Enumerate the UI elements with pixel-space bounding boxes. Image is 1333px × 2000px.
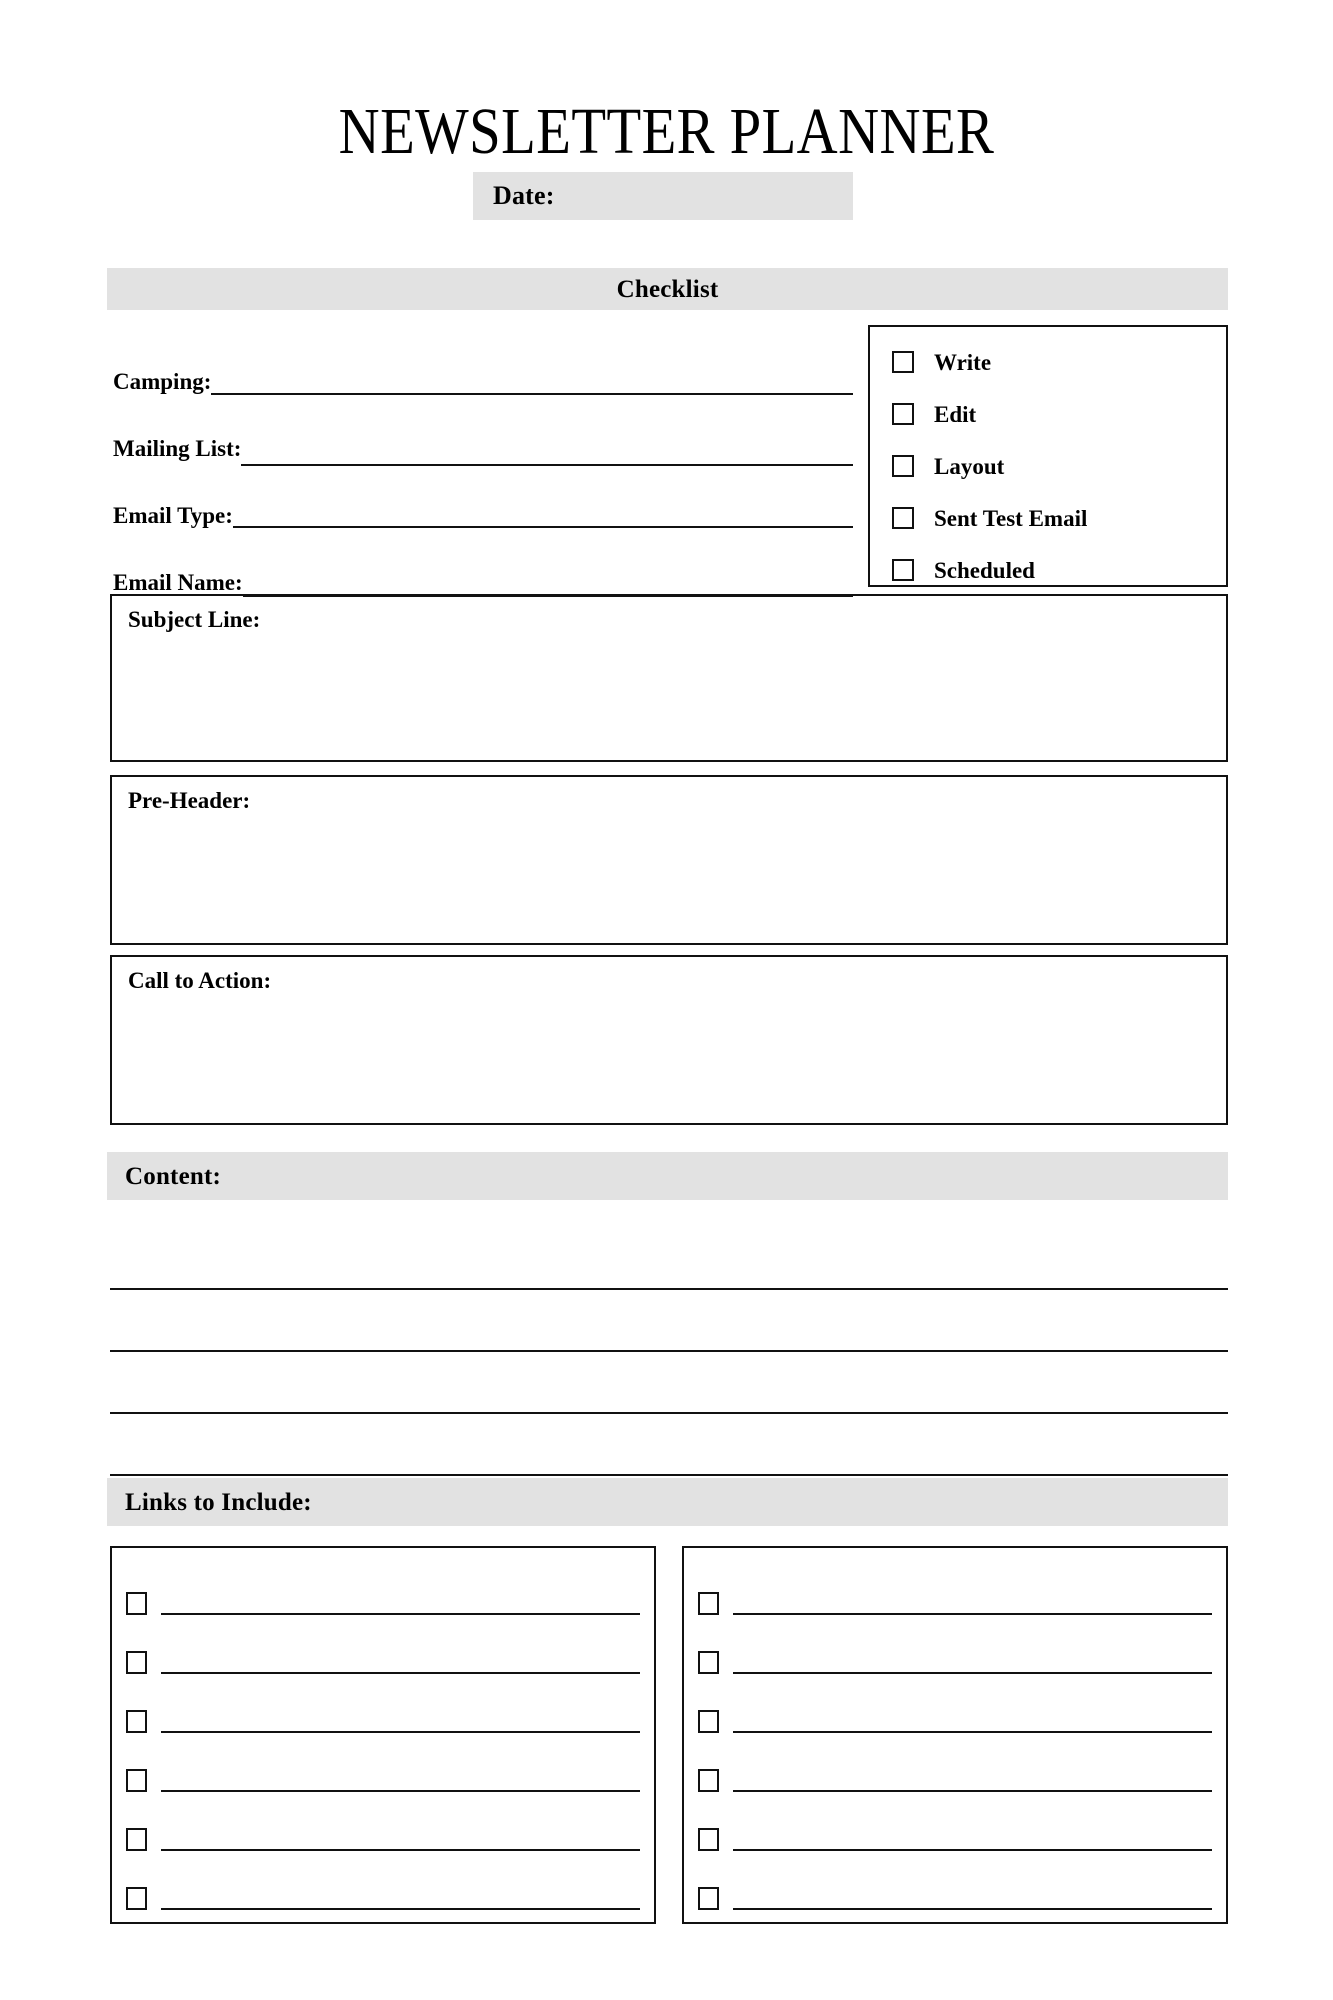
link-row[interactable] [126, 1796, 640, 1855]
link-input[interactable] [161, 1672, 640, 1674]
field-label-mailing-list: Mailing List: [113, 436, 242, 461]
task-label-write: Write [934, 349, 992, 375]
field-row-camping[interactable] [113, 328, 853, 395]
field-label-email-name: Email Name: [113, 570, 243, 595]
checkbox-icon[interactable] [698, 1651, 719, 1674]
link-input[interactable] [161, 1790, 640, 1792]
task-row-write[interactable] [892, 336, 1226, 388]
links-section-header [107, 1478, 1228, 1526]
content-line[interactable] [110, 1352, 1228, 1414]
field-input-camping[interactable] [211, 393, 853, 395]
field-row-email-type[interactable] [113, 462, 853, 529]
task-label-sent-test-email: Sent Test Email [934, 505, 1088, 531]
date-field[interactable] [473, 172, 853, 220]
content-heading: Content: [125, 1162, 222, 1190]
field-row-mailing-list[interactable] [113, 395, 853, 462]
checkbox-icon[interactable] [126, 1828, 147, 1851]
task-checklist-box [868, 325, 1228, 587]
link-input[interactable] [733, 1908, 1212, 1910]
content-section-header [107, 1152, 1228, 1200]
checkbox-icon[interactable] [126, 1651, 147, 1674]
links-box-right [682, 1546, 1228, 1924]
pre-header-box[interactable] [110, 775, 1228, 945]
task-row-scheduled[interactable] [892, 544, 1226, 596]
field-input-mailing-list[interactable] [241, 464, 853, 466]
link-row[interactable] [126, 1619, 640, 1678]
checkbox-icon[interactable] [126, 1769, 147, 1792]
links-heading: Links to Include: [125, 1488, 312, 1516]
task-row-layout[interactable] [892, 440, 1226, 492]
checkbox-icon[interactable] [892, 507, 914, 529]
links-box-left [110, 1546, 656, 1924]
link-input[interactable] [733, 1731, 1212, 1733]
checkbox-icon[interactable] [892, 351, 914, 373]
link-input[interactable] [733, 1672, 1212, 1674]
link-row[interactable] [698, 1855, 1212, 1914]
task-row-sent-test-email[interactable] [892, 492, 1226, 544]
checklist-heading: Checklist [616, 275, 719, 303]
subject-line-box[interactable] [110, 594, 1228, 762]
content-line[interactable] [110, 1228, 1228, 1290]
task-label-layout: Layout [934, 453, 1005, 479]
links-columns [110, 1546, 1228, 1924]
checklist-fields-group [113, 328, 853, 596]
link-row[interactable] [126, 1678, 640, 1737]
field-label-email-type: Email Type: [113, 503, 233, 528]
subject-line-label: Subject Line: [128, 607, 261, 632]
link-input[interactable] [161, 1849, 640, 1851]
checkbox-icon[interactable] [892, 559, 914, 581]
link-row[interactable] [698, 1737, 1212, 1796]
link-row[interactable] [698, 1560, 1212, 1619]
field-input-email-type[interactable] [233, 526, 853, 528]
checkbox-icon[interactable] [698, 1710, 719, 1733]
checkbox-icon[interactable] [698, 1592, 719, 1615]
content-lines-group [110, 1228, 1228, 1476]
date-label: Date: [493, 181, 555, 210]
task-row-edit[interactable] [892, 388, 1226, 440]
link-input[interactable] [733, 1613, 1212, 1615]
pre-header-label: Pre-Header: [128, 788, 251, 813]
call-to-action-label: Call to Action: [128, 968, 272, 993]
checkbox-icon[interactable] [698, 1828, 719, 1851]
link-row[interactable] [126, 1560, 640, 1619]
link-row[interactable] [698, 1678, 1212, 1737]
checkbox-icon[interactable] [892, 403, 914, 425]
content-line[interactable] [110, 1290, 1228, 1352]
field-row-email-name[interactable] [113, 529, 853, 596]
checkbox-icon[interactable] [126, 1592, 147, 1615]
checkbox-icon[interactable] [126, 1887, 147, 1910]
link-input[interactable] [161, 1731, 640, 1733]
page-title: NEWSLETTER PLANNER [338, 95, 995, 168]
task-label-scheduled: Scheduled [934, 557, 1035, 583]
call-to-action-box[interactable] [110, 955, 1228, 1125]
content-line[interactable] [110, 1414, 1228, 1476]
checkbox-icon[interactable] [892, 455, 914, 477]
checkbox-icon[interactable] [126, 1710, 147, 1733]
checklist-section-header [107, 268, 1228, 310]
link-input[interactable] [733, 1849, 1212, 1851]
task-label-edit: Edit [934, 401, 977, 427]
link-input[interactable] [161, 1908, 640, 1910]
link-row[interactable] [698, 1619, 1212, 1678]
link-input[interactable] [161, 1613, 640, 1615]
link-row[interactable] [126, 1737, 640, 1796]
checkbox-icon[interactable] [698, 1887, 719, 1910]
checkbox-icon[interactable] [698, 1769, 719, 1792]
link-input[interactable] [733, 1790, 1212, 1792]
link-row[interactable] [698, 1796, 1212, 1855]
field-label-camping: Camping: [113, 369, 212, 394]
link-row[interactable] [126, 1855, 640, 1914]
